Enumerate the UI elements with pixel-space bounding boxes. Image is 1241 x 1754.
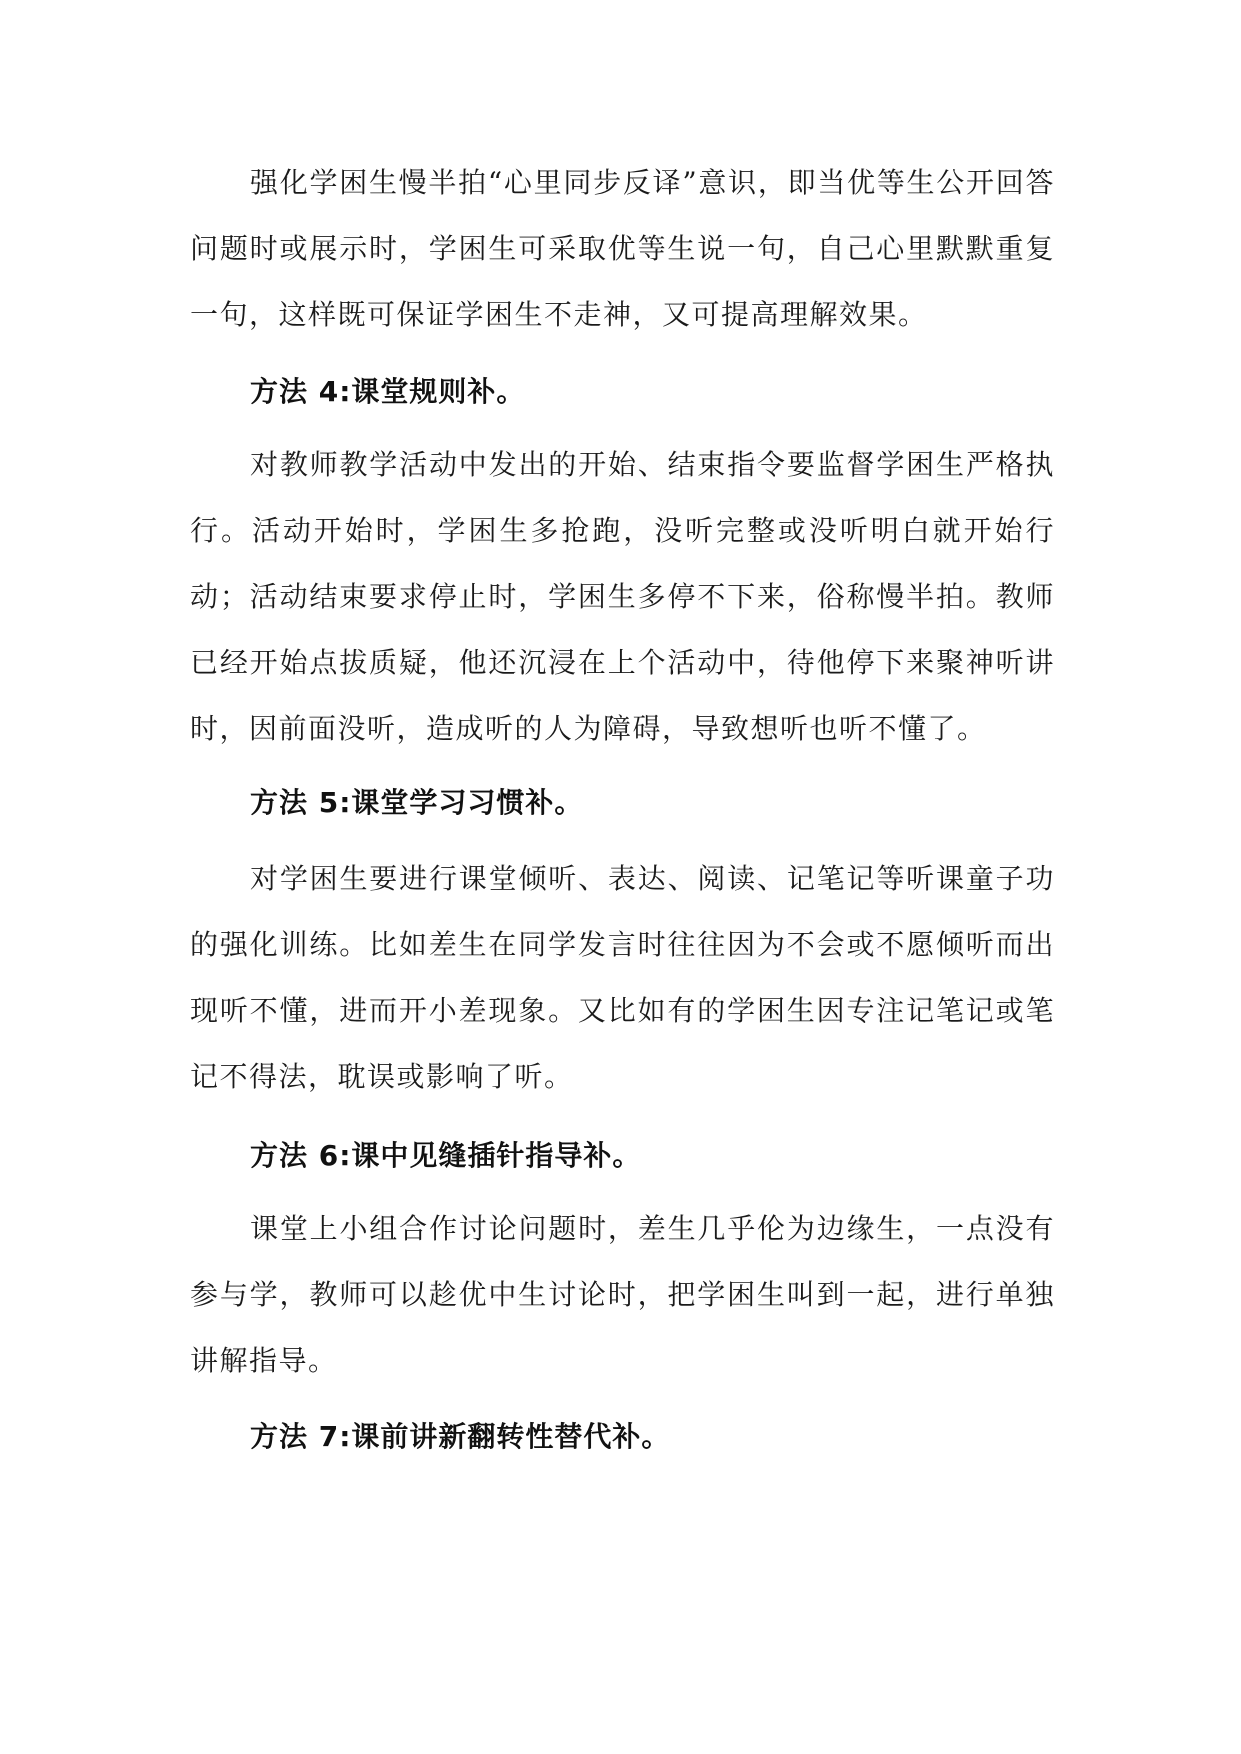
heading-method-4: 方法 4:课堂规则补。: [250, 375, 526, 408]
paragraph-3: 对学困生要进行课堂倾听、表达、阅读、记笔记等听课童子功的强化训练。比如差生在同学发言时往往因为不会或不愿倾听而出现听不懂，进而开小差现象。又比如有的学困生因专注记笔记或笔记不得法，耽误或影响了听。: [190, 862, 1055, 1093]
paragraph-4-block: [190, 1196, 1055, 1394]
heading-method-7: 方法 7:课前讲新翻转性替代补。: [250, 1420, 671, 1453]
paragraph-1-block: [190, 150, 1055, 348]
paragraph-2: 对教师教学活动中发出的开始、结束指令要监督学困生严格执行。活动开始时，学困生多抢跑，没听完整或没听明白就开始行动；活动结束要求停止时，学困生多停不下来，俗称慢半拍。教师已经开始点拔质疑，他还沉浸在上个活动中，待他停下来聚神听讲时，因前面没听，造成听的人为障碍，导致想听也听不懂了。: [190, 448, 1055, 745]
heading-method-6: 方法 6:课中见缝插针指导补。: [250, 1139, 642, 1172]
heading-method-5: 方法 5:课堂学习习惯补。: [250, 786, 584, 819]
paragraph-1: 强化学困生慢半拍“心里同步反译”意识，即当优等生公开回答问题时或展示时，学困生可采取优等生说一句，自己心里默默重复一句，这样既可保证学困生不走神，又可提高理解效果。: [190, 166, 1055, 331]
paragraph-4: 课堂上小组合作讨论问题时，差生几乎伦为边缘生，一点没有参与学，教师可以趁优中生讨论时，把学困生叫到一起，进行单独讲解指导。: [190, 1212, 1055, 1377]
paragraph-2-block: [190, 432, 1055, 762]
paragraph-3-block: [190, 846, 1055, 1110]
